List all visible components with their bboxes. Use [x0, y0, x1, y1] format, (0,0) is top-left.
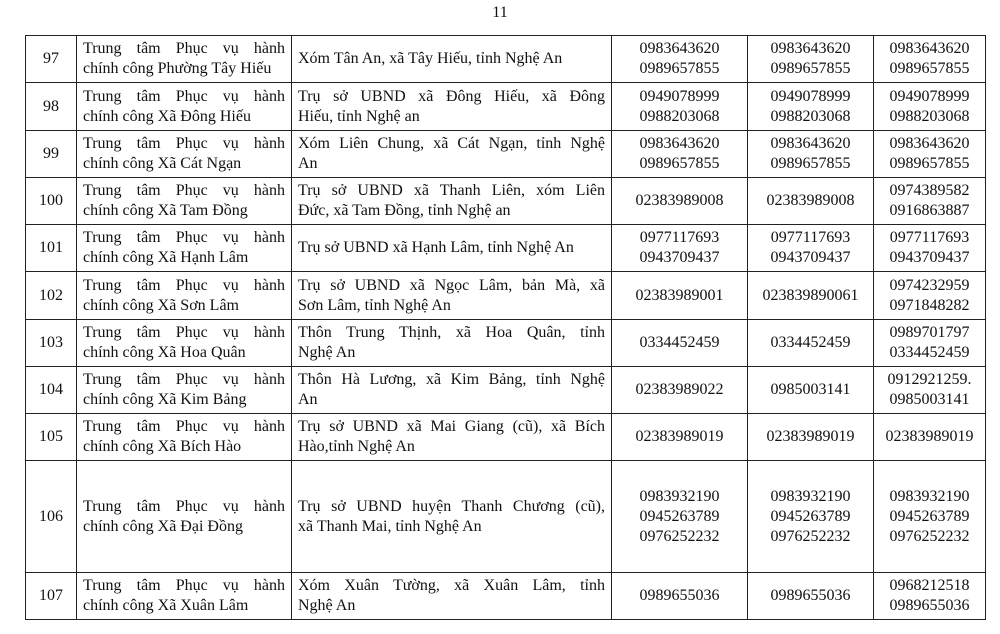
- phone-number: 0983643620: [770, 40, 851, 57]
- phone-number: 0968212518: [889, 577, 970, 594]
- phone-number: 0945263789: [770, 507, 851, 525]
- phone-cell-1: [612, 83, 748, 131]
- row-number: 103: [26, 320, 77, 367]
- phone-cell-1: [612, 367, 748, 414]
- phone-number: 0949078999: [639, 87, 720, 105]
- center-name-cell: [77, 573, 292, 620]
- center-name-line: Trung tâm Phục vụ hành: [83, 87, 285, 105]
- address-line: Nghệ An: [298, 597, 356, 614]
- table-row: [26, 461, 986, 573]
- address-line: Hiếu, tỉnh Nghệ an: [298, 107, 420, 125]
- address-line: Đức, xã Tam Đồng, tỉnh Nghệ an: [298, 202, 511, 219]
- address-line: Xóm Tân An, xã Tây Hiếu, tỉnh Nghệ An: [298, 50, 563, 67]
- phone-cell-1: [612, 461, 748, 573]
- phone-cell-2: [748, 320, 874, 367]
- address-line: Hào,tỉnh Nghệ An: [298, 438, 415, 455]
- service-center-table: [25, 35, 986, 620]
- phone-cell-2: [748, 83, 874, 131]
- row-number: 101: [26, 225, 77, 272]
- phone-number: 0976252232: [770, 527, 851, 545]
- center-name-line: Trung tâm Phục vụ hành: [83, 135, 285, 152]
- phone-number: 0985003141: [889, 391, 970, 408]
- phone-number: 0334452459: [639, 334, 720, 351]
- phone-number: 02383989019: [635, 428, 724, 445]
- phone-number: 0989655036: [770, 587, 851, 604]
- row-number: 105: [26, 414, 77, 461]
- center-name-line: chính công Xã Sơn Lâm: [83, 296, 239, 314]
- phone-number: 02383989008: [635, 192, 724, 209]
- phone-cell-2: [748, 272, 874, 320]
- phone-number: 02383989022: [635, 381, 724, 398]
- phone-cell-3: [874, 367, 986, 414]
- phone-cell-1: [612, 131, 748, 178]
- phone-cell-2: [748, 573, 874, 620]
- center-name-line: Trung tâm Phục vụ hành: [83, 577, 285, 594]
- address-line: An: [298, 391, 318, 408]
- phone-number: 0334452459: [770, 334, 851, 351]
- center-name-cell: [77, 178, 292, 225]
- center-name-cell: [77, 83, 292, 131]
- address-cell: [292, 573, 612, 620]
- center-name-cell: [77, 131, 292, 178]
- center-name-line: Trung tâm Phục vụ hành: [83, 276, 285, 294]
- row-number: 100: [26, 178, 77, 225]
- phone-number: 0988203068: [770, 107, 851, 125]
- center-name-line: Trung tâm Phục vụ hành: [83, 371, 285, 388]
- address-line: An: [298, 155, 318, 172]
- table-row: [26, 225, 986, 272]
- address-cell: [292, 225, 612, 272]
- table-row: [26, 178, 986, 225]
- phone-cell-2: [748, 131, 874, 178]
- phone-number: 02383989019: [885, 428, 974, 445]
- address-cell: [292, 83, 612, 131]
- row-number: 102: [26, 272, 77, 320]
- phone-number: 0988203068: [639, 107, 720, 125]
- address-cell: [292, 320, 612, 367]
- phone-number: 0949078999: [889, 87, 970, 105]
- center-name-line: chính công Xã Bích Hào: [83, 438, 242, 455]
- row-number: 99: [26, 131, 77, 178]
- phone-number: 0989657855: [639, 60, 720, 77]
- table-row: [26, 131, 986, 178]
- center-name-line: chính công Phường Tây Hiếu: [83, 60, 272, 77]
- row-number: 98: [26, 83, 77, 131]
- address-line: Xóm Liên Chung, xã Cát Ngạn, tỉnh Nghệ: [298, 135, 605, 152]
- address-line: Thôn Hà Lương, xã Kim Bảng, tỉnh Nghệ: [298, 371, 605, 388]
- address-line: xã Thanh Mai, tỉnh Nghệ An: [298, 517, 482, 535]
- address-cell: [292, 367, 612, 414]
- center-name-line: Trung tâm Phục vụ hành: [83, 182, 285, 199]
- phone-number: 0989657855: [639, 155, 720, 172]
- phone-number: 0971848282: [889, 296, 970, 314]
- center-name-line: chính công Xã Xuân Lâm: [83, 597, 249, 614]
- page-number: 11: [492, 4, 508, 21]
- phone-number: 0989657855: [889, 155, 970, 172]
- center-name-cell: [77, 272, 292, 320]
- phone-number: 0977117693: [770, 229, 851, 246]
- address-line: Xóm Xuân Tường, xã Xuân Lâm, tỉnh: [298, 577, 605, 594]
- address-cell: [292, 131, 612, 178]
- phone-cell-2: [748, 225, 874, 272]
- phone-cell-3: [874, 131, 986, 178]
- phone-cell-2: [748, 178, 874, 225]
- center-name-cell: [77, 461, 292, 573]
- phone-cell-1: [612, 272, 748, 320]
- address-cell: [292, 36, 612, 83]
- phone-cell-1: [612, 36, 748, 83]
- phone-number: 023839890061: [762, 286, 859, 304]
- center-name-cell: [77, 320, 292, 367]
- phone-cell-1: [612, 573, 748, 620]
- address-cell: [292, 461, 612, 573]
- phone-number: 0334452459: [889, 344, 970, 361]
- table-row: [26, 320, 986, 367]
- phone-number: 0943709437: [889, 249, 970, 266]
- row-number: 104: [26, 367, 77, 414]
- phone-number: 0989655036: [639, 587, 720, 604]
- phone-number: 0976252232: [639, 527, 720, 545]
- phone-number: 0916863887: [889, 202, 970, 219]
- phone-number: 02383989008: [766, 192, 855, 209]
- phone-number: 0989701797: [889, 324, 970, 341]
- phone-number: 0985003141: [770, 381, 851, 398]
- phone-number: 02383989001: [635, 286, 724, 304]
- phone-number: 0989657855: [770, 60, 851, 77]
- address-cell: [292, 272, 612, 320]
- phone-cell-2: [748, 461, 874, 573]
- phone-cell-3: [874, 225, 986, 272]
- phone-number: 0983643620: [889, 135, 970, 152]
- phone-number: 0912921259.: [887, 371, 972, 388]
- row-number: 107: [26, 573, 77, 620]
- phone-cell-3: [874, 414, 986, 461]
- phone-number: 0983932190: [770, 487, 851, 505]
- center-name-line: Trung tâm Phục vụ hành: [83, 324, 285, 341]
- phone-number: 0976252232: [889, 527, 970, 545]
- address-line: Thôn Trung Thịnh, xã Hoa Quân, tỉnh: [298, 324, 605, 341]
- table-row: [26, 573, 986, 620]
- row-number: 106: [26, 461, 77, 573]
- phone-number: 0989655036: [889, 597, 970, 614]
- phone-number: 0988203068: [889, 107, 970, 125]
- table-row: [26, 272, 986, 320]
- phone-number: 0983932190: [889, 487, 970, 505]
- phone-number: 0983932190: [639, 487, 720, 505]
- address-line: Trụ sở UBND xã Thanh Liên, xóm Liên: [298, 182, 605, 199]
- phone-number: 0974232959: [889, 276, 970, 294]
- table-row: [26, 367, 986, 414]
- center-name-line: chính công Xã Tam Đồng: [83, 202, 248, 219]
- phone-number: 0943709437: [639, 249, 720, 266]
- address-cell: [292, 414, 612, 461]
- address-line: Trụ sở UBND xã Mai Giang (cũ), xã Bích: [298, 418, 605, 435]
- phone-cell-2: [748, 367, 874, 414]
- phone-cell-3: [874, 320, 986, 367]
- center-name-line: chính công Xã Đông Hiếu: [83, 107, 251, 125]
- phone-number: 0974389582: [889, 182, 970, 199]
- phone-cell-1: [612, 178, 748, 225]
- phone-number: 0989657855: [889, 60, 970, 77]
- center-name-line: chính công Xã Cát Ngạn: [83, 155, 242, 172]
- table-row: [26, 83, 986, 131]
- center-name-line: chính công Xã Hoa Quân: [83, 344, 246, 361]
- center-name-line: Trung tâm Phục vụ hành: [83, 229, 285, 246]
- phone-number: 0983643620: [889, 40, 970, 57]
- table-row: [26, 36, 986, 83]
- address-cell: [292, 178, 612, 225]
- phone-number: 02383989019: [766, 428, 855, 445]
- center-name-cell: [77, 225, 292, 272]
- phone-cell-1: [612, 225, 748, 272]
- address-line: Trụ sở UBND huyện Thanh Chương (cũ),: [298, 497, 605, 515]
- phone-number: 0989657855: [770, 155, 851, 172]
- row-number: 97: [26, 36, 77, 83]
- phone-number: 0949078999: [770, 87, 851, 105]
- center-name-cell: [77, 367, 292, 414]
- center-name-cell: [77, 36, 292, 83]
- phone-cell-3: [874, 83, 986, 131]
- phone-number: 0983643620: [639, 40, 720, 57]
- phone-cell-1: [612, 414, 748, 461]
- center-name-line: Trung tâm Phục vụ hành: [83, 497, 285, 515]
- phone-cell-3: [874, 573, 986, 620]
- phone-number: 0977117693: [889, 229, 970, 246]
- phone-number: 0945263789: [889, 507, 970, 525]
- address-line: Sơn Lâm, tỉnh Nghệ An: [298, 296, 451, 314]
- center-name-line: chính công Xã Đại Đồng: [83, 517, 243, 535]
- table-row: [26, 414, 986, 461]
- phone-cell-2: [748, 414, 874, 461]
- center-name-line: Trung tâm Phục vụ hành: [83, 418, 285, 435]
- address-line: Trụ sở UBND xã Ngọc Lâm, bản Mà, xã: [298, 276, 605, 294]
- phone-number: 0983643620: [639, 135, 720, 152]
- phone-cell-1: [612, 320, 748, 367]
- phone-number: 0977117693: [639, 229, 720, 246]
- phone-cell-3: [874, 461, 986, 573]
- phone-cell-3: [874, 36, 986, 83]
- center-name-line: chính công Xã Hạnh Lâm: [83, 249, 249, 266]
- phone-cell-3: [874, 272, 986, 320]
- center-name-line: Trung tâm Phục vụ hành: [83, 40, 285, 57]
- center-name-line: chính công Xã Kim Bảng: [83, 391, 247, 408]
- phone-cell-2: [748, 36, 874, 83]
- address-line: Trụ sở UBND xã Hạnh Lâm, tỉnh Nghệ An: [298, 239, 574, 256]
- phone-number: 0945263789: [639, 507, 720, 525]
- phone-number: 0943709437: [770, 249, 851, 266]
- phone-cell-3: [874, 178, 986, 225]
- address-line: Trụ sở UBND xã Đông Hiếu, xã Đông: [298, 87, 605, 105]
- phone-number: 0983643620: [770, 135, 851, 152]
- center-name-cell: [77, 414, 292, 461]
- address-line: Nghệ An: [298, 344, 356, 361]
